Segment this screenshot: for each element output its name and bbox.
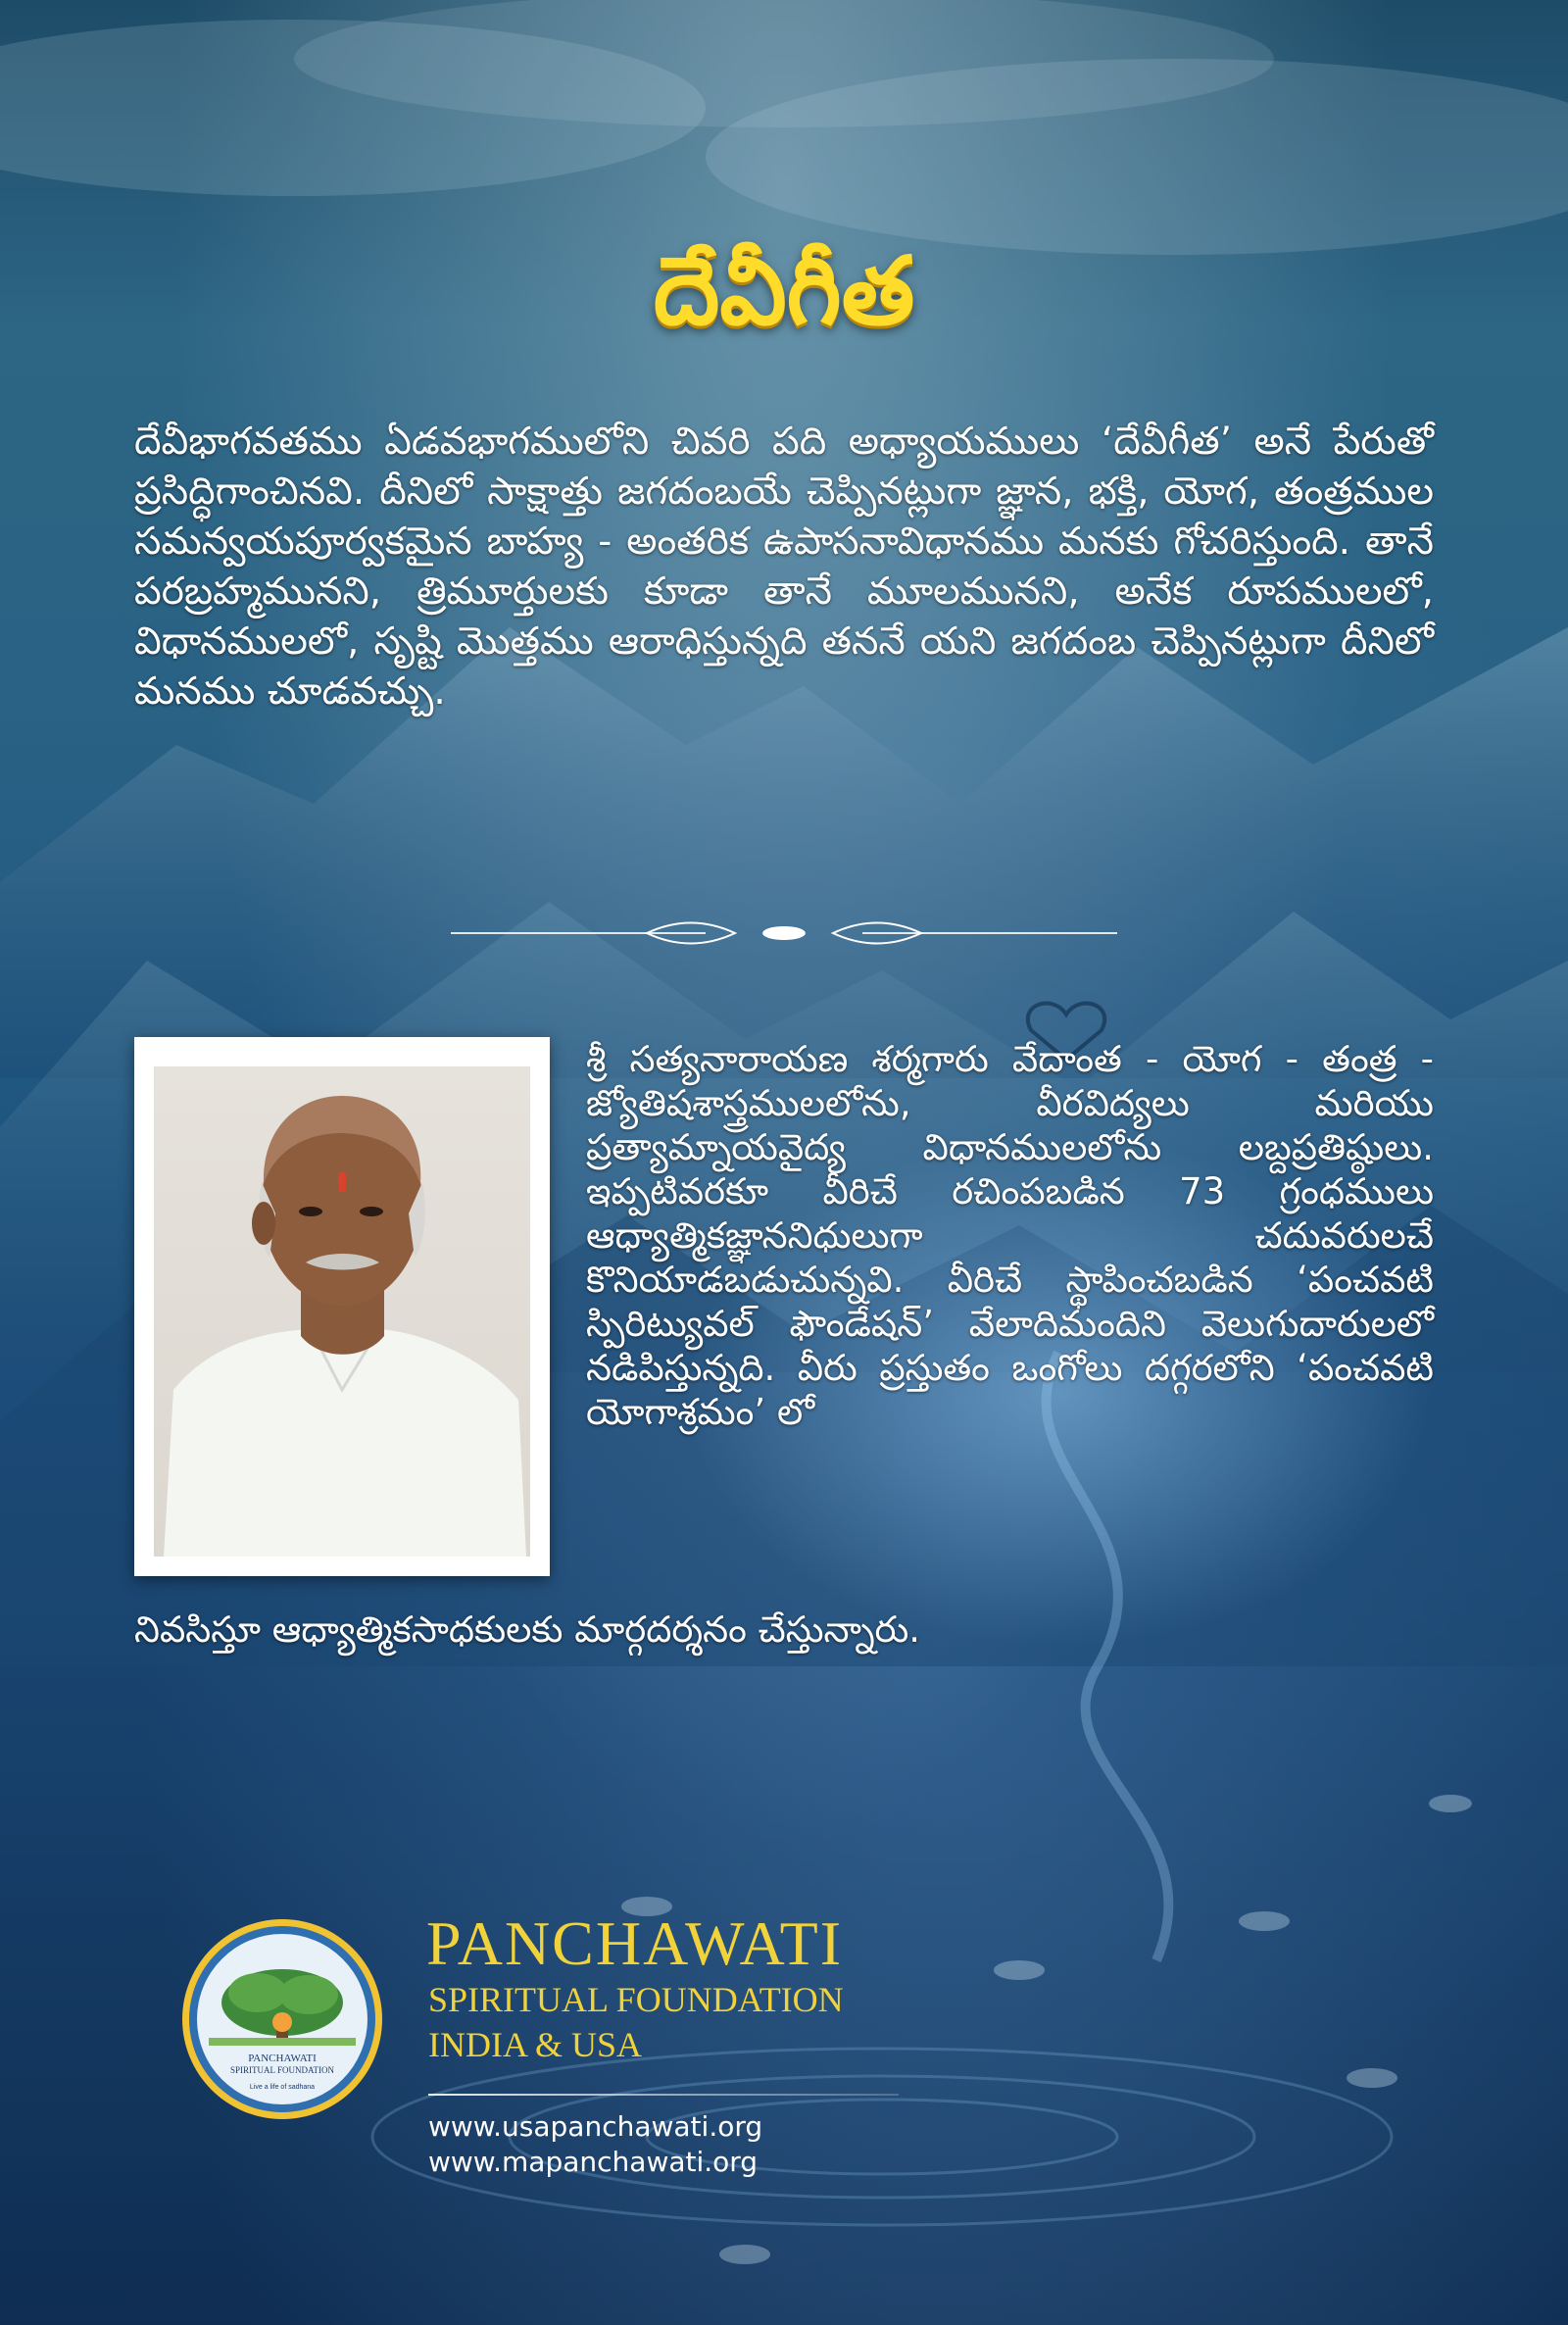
foundation-name: PANCHAWATI: [426, 1908, 843, 1978]
ornamental-divider-icon: [451, 917, 1117, 949]
logo-text-line2: SPIRITUAL FOUNDATION: [230, 2065, 334, 2075]
author-bio-paragraph: శ్రీ సత్యనారాయణ శర్మగారు వేదాంత - యోగ - తంత్ర - జ్యోతిషశాస్త్రములలోను, వీరవిద్యలు మరియు ప్రత్యామ్నాయవైద్య విధానములలోను లబ్దప్రతిష్ఠులు. ఇప్పటివరకూ వీరిచే రచింపబడిన 73 గ్రంధములు ఆధ్యాత్మికజ్ఞాననిధులుగా చదువరులచే కొనియాడబడుచున్నవి. వీరిచే స్థాపించబడిన ‘పంచవటి స్పిరిట్యువల్ ఫౌండేషన్’ వేలాదిమందిని వెలుగుదారులలో నడిపిస్తున్నది. వీరు ప్రస్తుతం ఒంగోలు దగ్గరలోని ‘పంచవటి యోగాశ్రమం’ లో: [586, 1038, 1434, 1433]
logo-text-line1: PANCHAWATI: [248, 2053, 317, 2064]
author-photo: [154, 1066, 530, 1557]
logo-tagline: Live a life of sadhana: [249, 2084, 316, 2091]
book-title: దేవీగీత: [653, 236, 915, 346]
website-link-usa[interactable]: www.usapanchawati.org: [428, 2110, 763, 2143]
intro-paragraph: దేవీభాగవతము ఏడవభాగములోని చివరి పది అధ్యాయములు ‘దేవీగీత’ అనే పేరుతో ప్రసిద్ధిగాంచినవి. దీనిలో సాక్షాత్తు జగదంబయే చెప్పినట్లుగా జ్ఞాన, భక్తి, యోగ, తంత్రముల సమన్వయపూర్వకమైన బాహ్య - అంతరిక ఉపాసనావిధానము మనకు గోచరిస్తుంది. తానే పరబ్రహ్మమునని, త్రిమూర్తులకు కూడా తానే మూలమునని, అనేక రూపములలో, విధానములలో, సృష్టి మొత్తము ఆరాధిస్తున్నది తననే యని జగదంబ చెప్పినట్లుగా దీనిలో మనము చూడవచ్చు.: [134, 420, 1434, 714]
panchawati-foundation-logo-icon: [179, 1916, 385, 2122]
foundation-subtitle: SPIRITUAL FOUNDATION: [428, 1980, 844, 2019]
author-bio-continuation: నివసిస్తూ ఆధ్యాత్మికసాధకులకు మార్గదర్శనం చేస్తున్నారు.: [134, 1608, 921, 1651]
author-photo-frame: [134, 1037, 550, 1576]
website-link-ma[interactable]: www.mapanchawati.org: [428, 2146, 759, 2178]
foundation-divider: [428, 2094, 899, 2096]
foundation-location: INDIA & USA: [428, 2025, 643, 2064]
